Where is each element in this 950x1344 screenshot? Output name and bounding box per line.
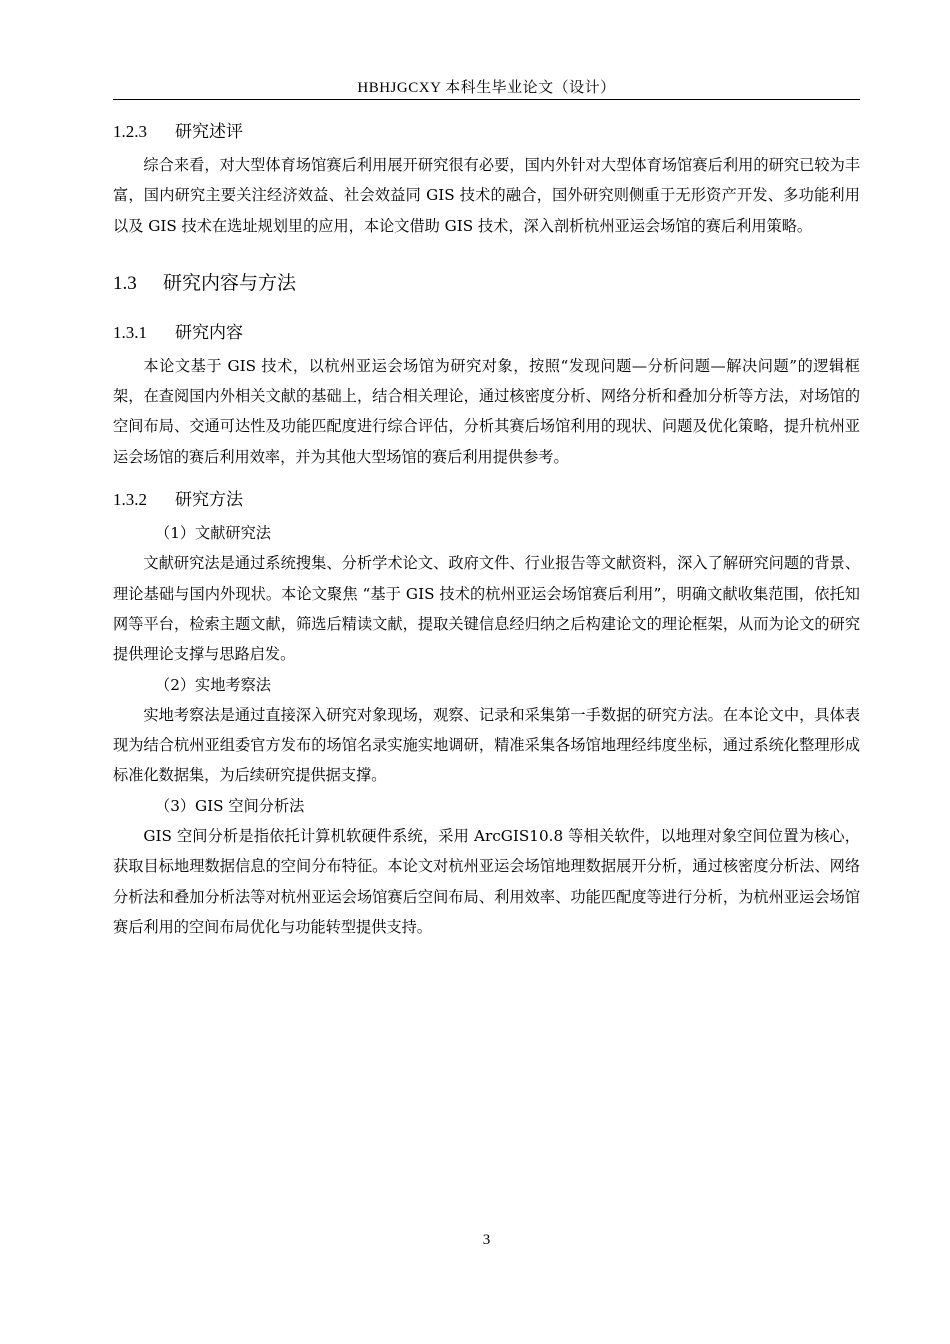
header-rule <box>113 99 860 100</box>
paragraph-research-review: 综合来看，对大型体育场馆赛后利用展开研究很有必要，国内外针对大型体育场馆赛后利用的研究已较为丰富，国内研究主要关注经济效益、社会效益同 GIS 技术的融合，国外研究则侧重于无形资产开发、多功能利用以及 GIS 技术在选址规划里的应用，本论文借助 GIS 技术，深入剖析杭州亚运会场馆的赛后利用策略。 <box>113 156 860 235</box>
paragraph-field-method: 实地考察法是通过直接深入研究对象现场，观察、记录和采集第一手数据的研究方法。在本论文中，具体表现为结合杭州亚组委官方发布的场馆名录实施实地调研，精准采集各场馆地理经纬度坐标，通过系统化整理形成标准化数据集，为后续研究提供据支撑。 <box>113 705 860 785</box>
heading-1-2-3 <box>113 114 860 150</box>
method-label-gis: （3）GIS 空间分析法 <box>155 796 305 815</box>
heading-1-3-1 <box>113 315 860 351</box>
page-number: 3 <box>482 1232 491 1248</box>
paragraph-gis-method: GIS 空间分析是指依托计算机软硬件系统，采用 ArcGIS10.8 等相关软件，以地理对象空间位置为核心，获取目标地理数据信息的空间分布特征。本论文对杭州亚运会场馆地理数据展开分析，通过核密度分析法、网络分析法和叠加分析法等对杭州亚运会场馆赛后空间布局、利用效率、功能匹配度等进行分析，为杭州亚运会场馆赛后利用的空间布局优化与功能转型提供支持。 <box>113 827 860 936</box>
heading-title: 研究述评 <box>175 122 243 142</box>
heading-number: 1.2.3 <box>113 122 147 141</box>
heading-number: 1.3.1 <box>113 322 147 342</box>
heading-1-3-2 <box>113 482 860 518</box>
page-body <box>113 114 860 942</box>
heading-number: 1.3 <box>113 272 137 294</box>
heading-title: 研究方法 <box>175 490 243 511</box>
method-label-field: （2）实地考察法 <box>155 675 271 694</box>
paragraph-research-content: 本论文基于 GIS 技术，以杭州亚运会场馆为研究对象，按照“发现问题—分析问题—解决问题”的逻辑框架，在查阅国内外相关文献的基础上，结合相关理论，通过核密度分析、网络分析和叠加分析等方法，对场馆的空间布局、交通可达性及功能匹配度进行综合评估，分析其赛后场馆利用的现状、问题及优化策略，提升杭州亚运会场馆的赛后利用效率，并为其他大型场馆的赛后利用提供参考。 <box>113 356 860 466</box>
heading-number: 1.3.2 <box>113 490 147 510</box>
paragraph-literature-method: 文献研究法是通过系统搜集、分析学术论文、政府文件、行业报告等文献资料，深入了解研究问题的背景、理论基础与国内外现状。本论文聚焦 “基于 GIS 技术的杭州亚运会场馆赛后利用”，明确文献收集范围，依托知网等平台，检索主题文献，筛选后精读文献，提取关键信息经归纳之后构建论文的理论框架，从而为论文的研究提供理论支撑与思路启发。 <box>113 554 860 664</box>
running-header: HBHJGCXY 本科生毕业论文（设计） <box>357 80 616 96</box>
heading-title: 研究内容 <box>175 322 243 343</box>
heading-1-3 <box>113 263 860 303</box>
method-label-literature: （1）文献研究法 <box>155 524 271 543</box>
heading-title: 研究内容与方法 <box>163 271 297 294</box>
